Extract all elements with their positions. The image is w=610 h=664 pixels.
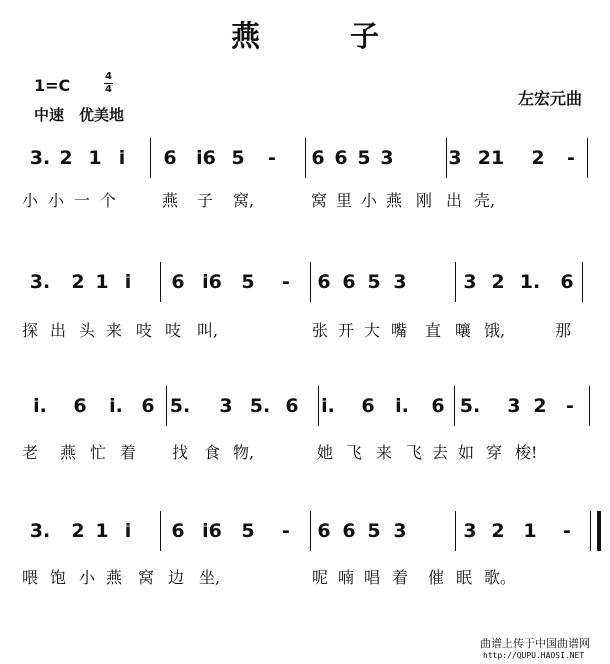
note: - bbox=[268, 147, 276, 169]
lyric-syllable: 大 bbox=[364, 321, 381, 340]
lyric-syllable: 那 bbox=[555, 321, 572, 340]
time-top: 4 bbox=[105, 71, 112, 82]
lyric-syllable: 饱 bbox=[50, 568, 67, 587]
lyric-syllable: 如 bbox=[458, 443, 475, 462]
note: 6 bbox=[171, 520, 185, 542]
note: 5 bbox=[367, 271, 381, 293]
lyric-syllable: 探 bbox=[22, 321, 39, 340]
note: i. bbox=[321, 395, 335, 417]
note: - bbox=[282, 520, 290, 542]
lyric-syllable: 唱 bbox=[364, 568, 381, 587]
lyric-syllable: 老 bbox=[22, 443, 39, 462]
lyric-syllable: 歌。 bbox=[484, 568, 517, 587]
key-signature: 1=C bbox=[34, 76, 71, 95]
note: 6 bbox=[361, 395, 375, 417]
note: i6 bbox=[202, 520, 222, 542]
note: 5 bbox=[231, 147, 245, 169]
note: 1. bbox=[519, 271, 541, 293]
lyric-syllable: 开 bbox=[338, 321, 355, 340]
lyric-syllable: 一 bbox=[74, 191, 91, 210]
note: 6 bbox=[334, 147, 348, 169]
lyric-syllable: 物, bbox=[233, 443, 255, 462]
lyric-syllable: 小 bbox=[22, 191, 39, 210]
lyric-syllable: 找 bbox=[172, 443, 189, 462]
lyric-syllable: 直 bbox=[425, 321, 442, 340]
lyric-syllable: 出 bbox=[50, 321, 67, 340]
song-title: 燕 子 bbox=[230, 19, 420, 53]
note: 5 bbox=[241, 271, 255, 293]
lyric-syllable: 穿 bbox=[486, 443, 503, 462]
lyric-syllable: 燕 bbox=[162, 191, 179, 210]
note: 3 bbox=[463, 520, 477, 542]
note: 1 bbox=[523, 520, 537, 542]
lyric-syllable: 燕 bbox=[60, 443, 77, 462]
bar-line bbox=[166, 386, 167, 426]
note: 3 bbox=[507, 395, 521, 417]
note: 2 bbox=[71, 520, 85, 542]
note: - bbox=[567, 147, 575, 169]
note: 3 bbox=[393, 271, 407, 293]
note: 3 bbox=[393, 520, 407, 542]
note: 1 bbox=[95, 271, 109, 293]
note: 2 bbox=[71, 271, 85, 293]
note: 5 bbox=[357, 147, 371, 169]
tempo-marking: 中速 优美地 bbox=[34, 106, 125, 124]
lyric-syllable: 饿, bbox=[484, 321, 506, 340]
bar-line bbox=[454, 386, 455, 426]
bar-line bbox=[455, 262, 456, 302]
lyric-syllable: 催 bbox=[428, 568, 445, 587]
lyric-syllable: 吱 bbox=[136, 321, 153, 340]
final-bar-line bbox=[590, 511, 591, 551]
note: i. bbox=[395, 395, 409, 417]
lyric-syllable: 子 bbox=[197, 191, 214, 210]
note: 5 bbox=[367, 520, 381, 542]
note: 2 bbox=[491, 271, 505, 293]
note: 6 bbox=[163, 147, 177, 169]
note: 6 bbox=[317, 520, 331, 542]
lyric-syllable: 小 bbox=[79, 568, 96, 587]
lyric-syllable: 小 bbox=[361, 191, 378, 210]
composer-credit: 左宏元曲 bbox=[518, 89, 583, 108]
lyric-syllable: 吱 bbox=[165, 321, 182, 340]
note: i6 bbox=[196, 147, 216, 169]
note: 6 bbox=[560, 271, 574, 293]
note: 5. bbox=[169, 395, 191, 417]
lyric-syllable: 张 bbox=[312, 321, 329, 340]
note: i bbox=[124, 520, 132, 542]
lyric-syllable: 呢 bbox=[312, 568, 329, 587]
note: i. bbox=[33, 395, 47, 417]
note: 21 bbox=[477, 147, 505, 169]
lyric-syllable: 边 bbox=[168, 568, 185, 587]
lyric-syllable: 燕 bbox=[106, 568, 123, 587]
lyric-syllable: 窝, bbox=[233, 191, 255, 210]
note: 2 bbox=[59, 147, 73, 169]
footer-site-url: http://QUPU.HAOSI.NET bbox=[483, 651, 585, 660]
note: 1 bbox=[95, 520, 109, 542]
lyric-syllable: 她 bbox=[317, 443, 334, 462]
lyric-syllable: 喃 bbox=[338, 568, 355, 587]
note: 6 bbox=[317, 271, 331, 293]
note: 3. bbox=[29, 147, 51, 169]
lyric-syllable: 来 bbox=[376, 443, 393, 462]
lyric-syllable: 窝 bbox=[311, 191, 328, 210]
lyric-syllable: 里 bbox=[336, 191, 353, 210]
note: 6 bbox=[171, 271, 185, 293]
bar-line bbox=[446, 138, 447, 178]
bar-line bbox=[310, 262, 311, 302]
lyric-syllable: 飞 bbox=[406, 443, 423, 462]
lyric-syllable: 个 bbox=[100, 191, 117, 210]
note: 2 bbox=[533, 395, 547, 417]
lyric-syllable: 着 bbox=[120, 443, 137, 462]
note: i bbox=[124, 271, 132, 293]
final-bar-line bbox=[597, 511, 601, 551]
lyric-syllable: 窝 bbox=[138, 568, 155, 587]
lyric-syllable: 着 bbox=[392, 568, 409, 587]
lyric-syllable: 去 bbox=[432, 443, 449, 462]
bar-line bbox=[160, 511, 161, 551]
note: 6 bbox=[285, 395, 299, 417]
note: 6 bbox=[311, 147, 325, 169]
bar-line bbox=[589, 386, 590, 426]
note: 3. bbox=[29, 520, 51, 542]
footer-site-name: 曲谱上传于中国曲谱网 bbox=[480, 637, 590, 650]
note: 3 bbox=[448, 147, 462, 169]
bar-line bbox=[160, 262, 161, 302]
lyric-syllable: 梭! bbox=[515, 443, 538, 462]
note: 6 bbox=[431, 395, 445, 417]
note: 3 bbox=[380, 147, 394, 169]
bar-line bbox=[318, 386, 319, 426]
note: 3 bbox=[463, 271, 477, 293]
lyric-syllable: 小 bbox=[48, 191, 65, 210]
note: 5. bbox=[249, 395, 271, 417]
time-bottom: 4 bbox=[105, 84, 112, 95]
note: 5 bbox=[241, 520, 255, 542]
note: 2 bbox=[491, 520, 505, 542]
lyric-syllable: 叫, bbox=[197, 321, 219, 340]
note: 2 bbox=[531, 147, 545, 169]
note: 1 bbox=[88, 147, 102, 169]
lyric-syllable: 出 bbox=[446, 191, 463, 210]
lyric-syllable: 嚷 bbox=[455, 321, 472, 340]
note: i. bbox=[109, 395, 123, 417]
note: i6 bbox=[202, 271, 222, 293]
bar-line bbox=[305, 138, 306, 178]
lyric-syllable: 嘴 bbox=[391, 321, 408, 340]
lyric-syllable: 刚 bbox=[416, 191, 433, 210]
lyric-syllable: 坐, bbox=[199, 568, 221, 587]
bar-line bbox=[582, 262, 583, 302]
lyric-syllable: 眠 bbox=[456, 568, 473, 587]
note: 6 bbox=[73, 395, 87, 417]
bar-line bbox=[455, 511, 456, 551]
lyric-syllable: 忙 bbox=[90, 443, 107, 462]
lyric-syllable: 喂 bbox=[22, 568, 39, 587]
bar-line bbox=[587, 138, 588, 178]
lyric-syllable: 来 bbox=[106, 321, 123, 340]
lyric-syllable: 壳, bbox=[474, 191, 496, 210]
lyric-syllable: 头 bbox=[79, 321, 96, 340]
note: 6 bbox=[342, 520, 356, 542]
note: 3 bbox=[219, 395, 233, 417]
lyric-syllable: 食 bbox=[204, 443, 221, 462]
note: - bbox=[282, 271, 290, 293]
note: 6 bbox=[342, 271, 356, 293]
note: i bbox=[118, 147, 126, 169]
note: 3. bbox=[29, 271, 51, 293]
lyric-syllable: 飞 bbox=[346, 443, 363, 462]
bar-line bbox=[310, 511, 311, 551]
bar-line bbox=[150, 138, 151, 178]
note: - bbox=[563, 520, 571, 542]
lyric-syllable: 燕 bbox=[386, 191, 403, 210]
note: - bbox=[566, 395, 574, 417]
note: 6 bbox=[141, 395, 155, 417]
note: 5. bbox=[459, 395, 481, 417]
